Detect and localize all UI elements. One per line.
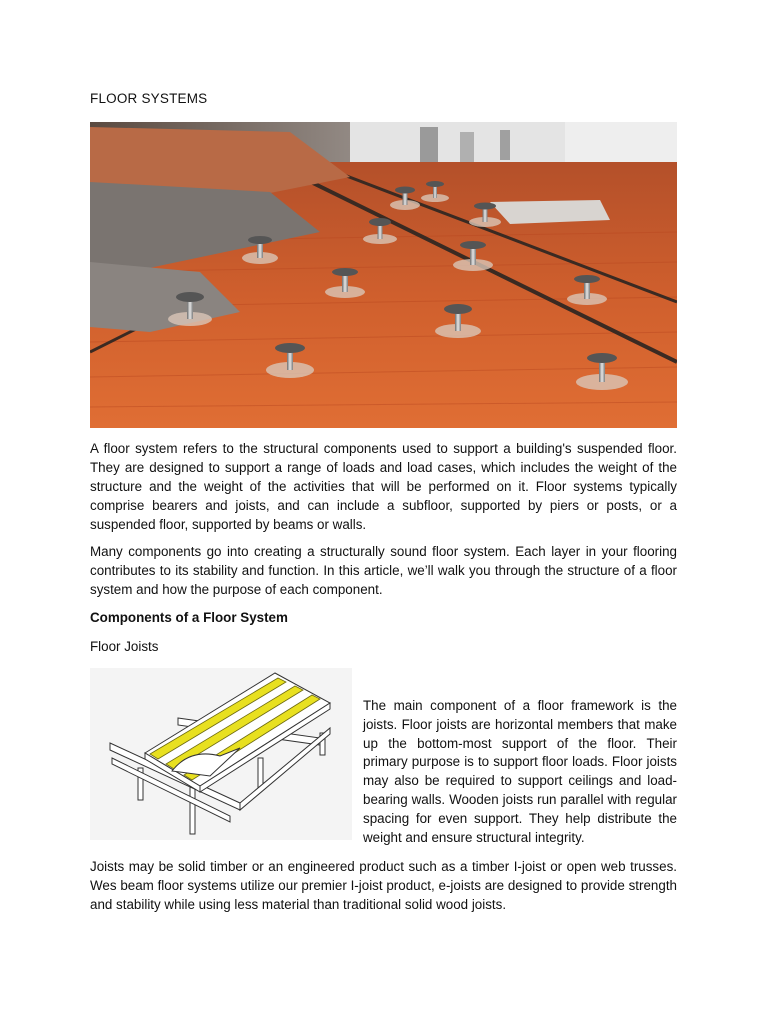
closing-paragraph: Joists may be solid timber or an engineered product such as a timber I-joist or open web trusses. Wes beam floor systems utilize our premier I-joist product, e-joists are designed to provide strength and stability while using less material than traditional solid wood joists. [90,859,677,912]
intro-paragraph: A floor system refers to the structural components used to support a building's suspended floor. They are designed to support a range of loads and load cases, which includes the weight of the structure and the weight of the activities that will be performed on it. Floor systems typically comprise bearers and joists, and can include a subfloor, supported by piers or posts, or a suspended floor, supported by beams or walls. [90,441,677,532]
raised-floor-photo [90,122,677,428]
section-heading: Components of a Floor System [90,610,288,625]
subsection-heading: Floor Joists [90,639,159,654]
document-title: FLOOR SYSTEMS [90,91,208,106]
floor-joists-diagram [90,668,352,840]
second-paragraph: Many components go into creating a structurally sound floor system. Each layer in your flooring contributes to its stability and function. In this article, we’ll walk you through the structure of a floor system and how the purpose of each component. [90,544,677,597]
floor-joists-paragraph: The main component of a floor framework is the joists. Floor joists are horizontal members that make up the bottom-most support of the floor. Their primary purpose is to support floor loads. Floor joists may also be required to support ceilings and load-bearing walls. Wooden joists run parallel with regular spacing for even support. They help distribute the weight and ensure structural integrity. [363,698,677,845]
